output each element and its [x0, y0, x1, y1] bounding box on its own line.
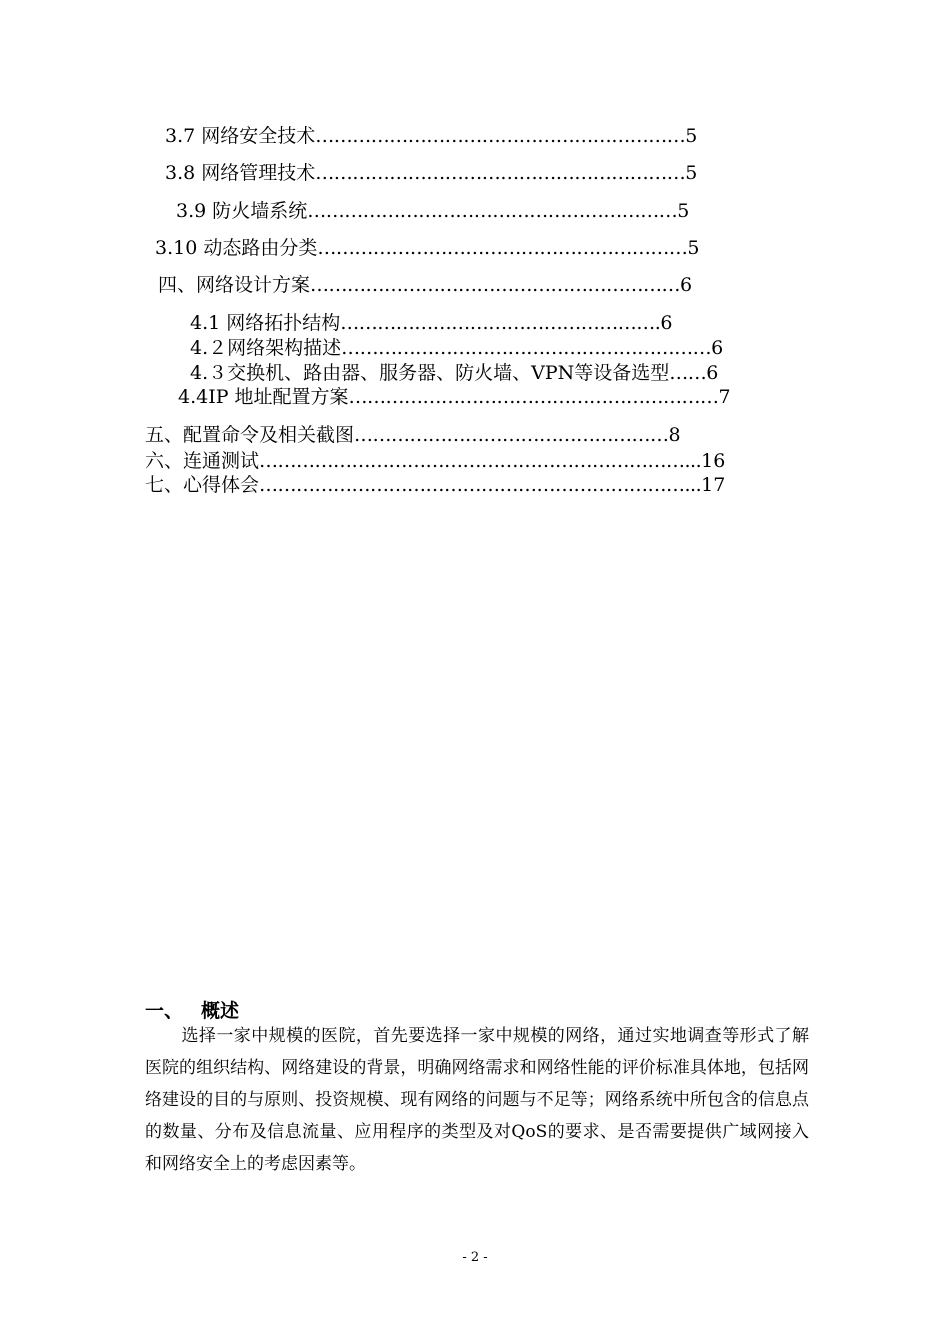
toc-entry-label: 七、心得体会: [145, 474, 260, 496]
toc-entry-3-9[interactable]: [176, 200, 689, 222]
toc-page-number: 17: [701, 474, 726, 496]
toc-leader-dots: ……………………………………………………: [315, 125, 686, 147]
toc-entry-3-8[interactable]: [165, 162, 697, 184]
toc-page-number: 5: [685, 125, 698, 147]
toc-page-number: 5: [687, 237, 700, 259]
toc-leader-dots: ……………………………………………………………...: [259, 450, 702, 472]
section-body-paragraph: [145, 1020, 809, 1180]
toc-entry-4-3[interactable]: [190, 362, 718, 384]
toc-page-number: 5: [685, 162, 698, 184]
toc-leader-dots: ……………………………………………………: [317, 237, 688, 259]
toc-entry-chapter-4[interactable]: [158, 274, 692, 296]
toc-entry-label: 4.1 网络拓扑结构: [190, 312, 341, 334]
section-body-text: 选择一家中规模的医院，首先要选择一家中规模的网络，通过实地调查等形式了解医院的组织结构、网络建设的背景，明确网络需求和网络性能的评价标准具体地，包括网络建设的目的与原则、投资规模、现有网络的问题与不足等；网络系统中所包含的信息点的数量、分布及信息流量、应用程序的类型及对QoS的要求、是否需要提供广域网接入和网络安全上的考虑因素等。: [145, 1026, 809, 1174]
toc-page-number: 8: [668, 424, 681, 446]
toc-leader-dots: ……: [669, 362, 707, 384]
toc-entry-label: 4.３交换机、路由器、服务器、防火墙、VPN等设备选型: [190, 362, 670, 384]
toc-leader-dots: ……………………………………………………………...: [259, 474, 702, 496]
toc-entry-label: 4.4IP 地址配置方案: [178, 386, 349, 408]
toc-entry-label: 3.9 防火墙系统: [176, 200, 308, 222]
toc-leader-dots: ……………………………………………: [354, 424, 669, 446]
toc-entry-label: 4.２网络架构描述: [190, 337, 342, 359]
page-number: - 2 -: [462, 1250, 488, 1265]
toc-leader-dots: ……………………………………………………: [310, 274, 681, 296]
toc-entry-4-2[interactable]: [190, 337, 723, 359]
toc-leader-dots: …………………………………………….: [340, 312, 661, 334]
toc-entry-label: 3.8 网络管理技术: [165, 162, 316, 184]
toc-entry-label: 五、配置命令及相关截图: [145, 424, 355, 446]
toc-entry-3-10[interactable]: [155, 237, 699, 259]
toc-page-number: 5: [677, 200, 690, 222]
toc-entry-4-1[interactable]: [190, 312, 672, 334]
toc-page-number: 6: [680, 274, 693, 296]
section-title: 概述: [201, 1000, 240, 1022]
toc-entry-label: 四、网络设计方案: [158, 274, 311, 296]
toc-page-number: 6: [711, 337, 724, 359]
toc-leader-dots: ……………………………………………………: [348, 386, 719, 408]
toc-page-number: 16: [701, 450, 726, 472]
toc-entry-label: 3.7 网络安全技术: [165, 125, 316, 147]
toc-leader-dots: ……………………………………………………: [315, 162, 686, 184]
toc-entry-3-7[interactable]: [165, 125, 697, 147]
toc-leader-dots: ……………………………………………………: [341, 337, 712, 359]
toc-leader-dots: ……………………………………………………: [307, 200, 678, 222]
toc-entry-label: 六、连通测试: [145, 450, 260, 472]
toc-entry-label: 3.10 动态路由分类: [155, 237, 318, 259]
toc-entry-chapter-7[interactable]: [145, 474, 725, 496]
toc-entry-chapter-6[interactable]: [145, 450, 725, 472]
toc-page-number: 6: [660, 312, 673, 334]
toc-page-number: 7: [718, 386, 731, 408]
toc-entry-chapter-5[interactable]: [145, 424, 681, 446]
toc-entry-4-4[interactable]: [178, 386, 731, 408]
section-number: 一、: [145, 1000, 184, 1022]
toc-page-number: 6: [706, 362, 719, 384]
section-heading: [145, 996, 239, 1023]
